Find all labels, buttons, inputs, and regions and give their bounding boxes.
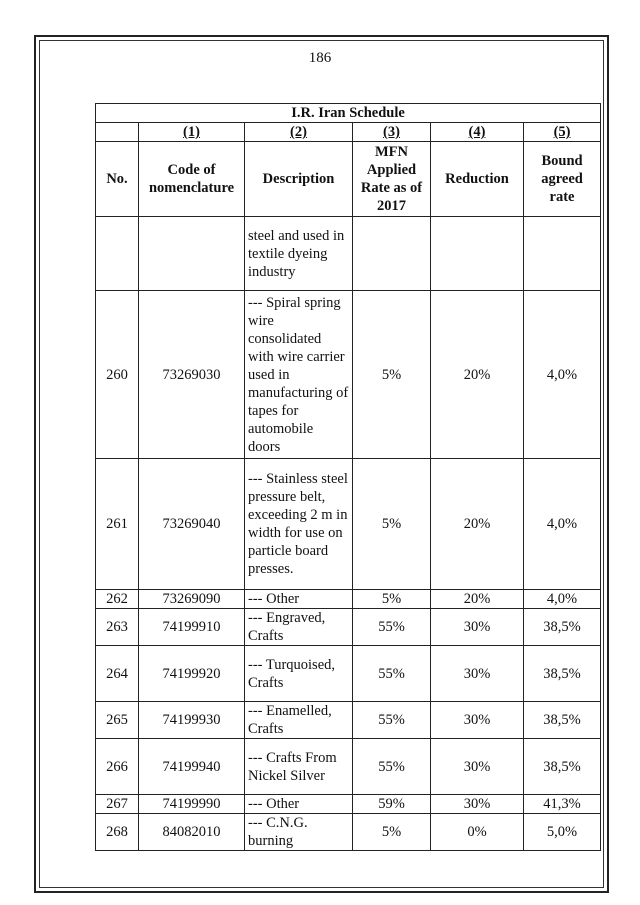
cell-bound: 4,0% [524, 459, 601, 590]
cell-mfn: 59% [353, 795, 431, 814]
header-no: No. [96, 142, 139, 217]
cell-mfn: 5% [353, 590, 431, 609]
cell-reduction: 30% [431, 739, 524, 795]
cell-description: --- Crafts From Nickel Silver [245, 739, 353, 795]
table-title: I.R. Iran Schedule [96, 104, 601, 123]
cell-description: --- Other [245, 590, 353, 609]
table-row [96, 609, 601, 646]
cell-description: steel and used in textile dyeing industry [245, 217, 353, 291]
header-code: Code of nomenclature [139, 142, 245, 217]
cell-bound: 41,3% [524, 795, 601, 814]
table-row [96, 646, 601, 702]
cell-reduction: 30% [431, 702, 524, 739]
header-description: Description [245, 142, 353, 217]
cell-bound: 38,5% [524, 702, 601, 739]
column-number [96, 123, 139, 142]
cell-description: --- Engraved, Crafts [245, 609, 353, 646]
cell-reduction: 20% [431, 291, 524, 459]
cell-bound: 38,5% [524, 739, 601, 795]
cell-code: 73269030 [139, 291, 245, 459]
cell-mfn: 55% [353, 609, 431, 646]
cell-reduction: 20% [431, 459, 524, 590]
cell-no: 267 [96, 795, 139, 814]
column-number: (5) [524, 123, 601, 142]
cell-mfn [353, 217, 431, 291]
table-row [96, 590, 601, 609]
column-number: (2) [245, 123, 353, 142]
table-row-continuation [96, 217, 601, 291]
cell-no: 265 [96, 702, 139, 739]
cell-no: 268 [96, 814, 139, 851]
cell-reduction: 30% [431, 646, 524, 702]
cell-mfn: 5% [353, 814, 431, 851]
cell-bound: 38,5% [524, 609, 601, 646]
cell-no: 261 [96, 459, 139, 590]
cell-code: 74199920 [139, 646, 245, 702]
cell-mfn: 55% [353, 646, 431, 702]
cell-code: 73269090 [139, 590, 245, 609]
cell-code: 73269040 [139, 459, 245, 590]
cell-no: 260 [96, 291, 139, 459]
cell-no: 266 [96, 739, 139, 795]
cell-reduction: 20% [431, 590, 524, 609]
cell-reduction: 0% [431, 814, 524, 851]
table-row [96, 814, 601, 851]
cell-bound: 5,0% [524, 814, 601, 851]
page-number: 186 [308, 50, 332, 66]
cell-bound: 38,5% [524, 646, 601, 702]
column-number: (4) [431, 123, 524, 142]
header-reduction: Reduction [431, 142, 524, 217]
cell-no: 263 [96, 609, 139, 646]
cell-code: 74199910 [139, 609, 245, 646]
cell-mfn: 5% [353, 459, 431, 590]
table-row [96, 291, 601, 459]
table-row [96, 702, 601, 739]
cell-reduction: 30% [431, 795, 524, 814]
table-row [96, 795, 601, 814]
cell-description: --- Turquoised, Crafts [245, 646, 353, 702]
header-mfn-rate: MFN Applied Rate as of 2017 [353, 142, 431, 217]
cell-code: 74199930 [139, 702, 245, 739]
cell-no: 262 [96, 590, 139, 609]
table-row [96, 739, 601, 795]
cell-description: --- Spiral spring wire consolidated with wire carrier used in manufacturing of tapes for automobile doors [245, 291, 353, 459]
cell-no [96, 217, 139, 291]
cell-description: --- C.N.G. burning [245, 814, 353, 851]
cell-bound [524, 217, 601, 291]
cell-mfn: 55% [353, 739, 431, 795]
cell-mfn: 5% [353, 291, 431, 459]
cell-bound: 4,0% [524, 590, 601, 609]
cell-mfn: 55% [353, 702, 431, 739]
cell-description: --- Stainless steel pressure belt, exceeding 2 m in width for use on particle board presses. [245, 459, 353, 590]
column-number: (1) [139, 123, 245, 142]
cell-code: 74199990 [139, 795, 245, 814]
table-row [96, 459, 601, 590]
column-number-row [96, 123, 601, 142]
column-number: (3) [353, 123, 431, 142]
cell-bound: 4,0% [524, 291, 601, 459]
cell-no: 264 [96, 646, 139, 702]
cell-code: 74199940 [139, 739, 245, 795]
cell-reduction: 30% [431, 609, 524, 646]
cell-reduction [431, 217, 524, 291]
cell-description: --- Other [245, 795, 353, 814]
schedule-table [95, 103, 601, 851]
header-bound-rate: Bound agreed rate [524, 142, 601, 217]
header-row [96, 142, 601, 217]
cell-code: 84082010 [139, 814, 245, 851]
cell-code [139, 217, 245, 291]
cell-description: --- Enamelled, Crafts [245, 702, 353, 739]
